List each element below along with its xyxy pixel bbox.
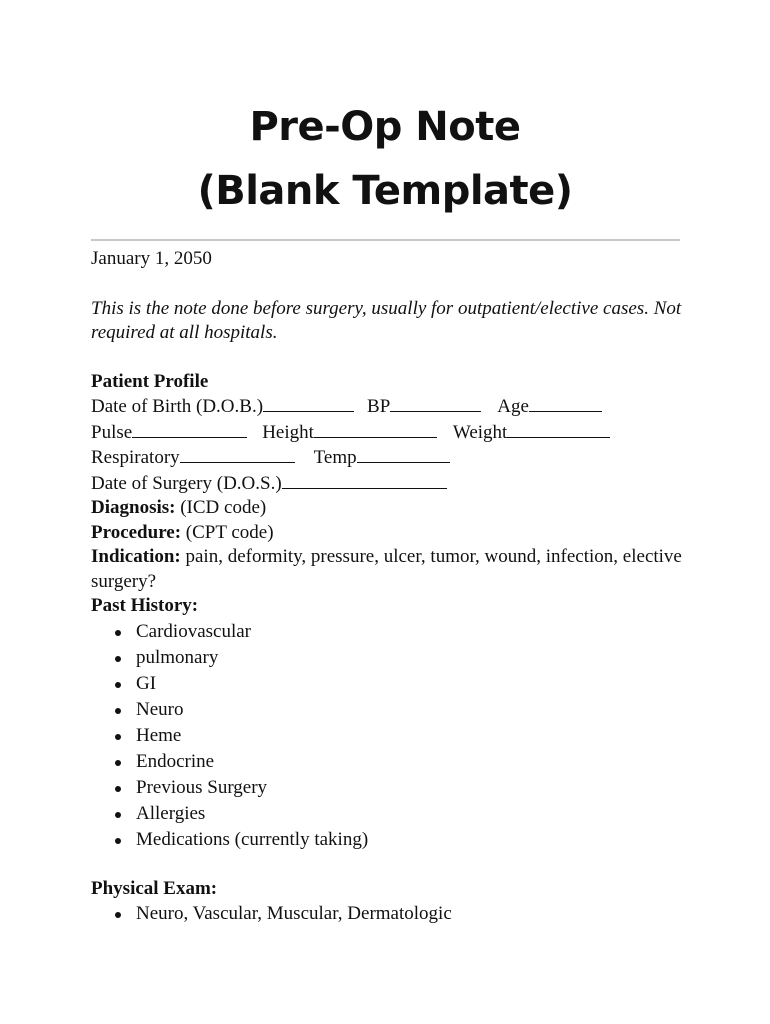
dos-blank[interactable] [282, 471, 447, 489]
procedure-label: Procedure: [91, 521, 182, 543]
dos-label: Date of Surgery (D.O.S.) [91, 472, 282, 494]
past-history-list [91, 619, 691, 853]
height-label: Height [262, 421, 314, 443]
vitals-row-2 [91, 420, 691, 446]
list-item: Allergies [91, 801, 691, 827]
vitals-row-4 [91, 471, 691, 497]
list-item: pulmonary [91, 645, 691, 671]
respiratory-blank[interactable] [180, 445, 295, 463]
age-label: Age [497, 396, 529, 417]
diagnosis-value: (ICD code) [175, 497, 267, 518]
diagnosis-label: Diagnosis: [91, 497, 176, 518]
pulse-blank[interactable] [132, 420, 247, 438]
list-item: Previous Surgery [91, 775, 691, 801]
vitals-row-1 [91, 394, 691, 420]
bp-label: BP [367, 396, 391, 417]
diagnosis-line [91, 496, 691, 521]
height-blank[interactable] [314, 420, 437, 438]
list-item: Heme [91, 723, 691, 749]
document-title-line-2: (Blank Template) [197, 168, 573, 214]
list-item: Cardiovascular [91, 619, 691, 645]
past-history-heading: Past History: [91, 595, 199, 616]
title-divider [91, 239, 680, 241]
list-item: Neuro [91, 697, 691, 723]
procedure-value: (CPT code) [181, 521, 274, 543]
indication-line [91, 545, 691, 594]
physical-exam-list [91, 901, 691, 927]
age-blank[interactable] [529, 394, 602, 412]
pulse-label: Pulse [91, 421, 133, 443]
procedure-line [91, 521, 691, 546]
intro-text: This is the note done before surgery, usually for outpatient/elective cases. Not required at all hospitals. [91, 297, 682, 343]
bp-blank[interactable] [390, 394, 481, 412]
indication-value: pain, deformity, pressure, ulcer, tumor, wound, infection, elective surgery? [91, 546, 682, 592]
temp-blank[interactable] [357, 445, 450, 463]
vitals-row-3 [91, 445, 691, 471]
physical-exam-heading: Physical Exam: [91, 877, 218, 899]
document-body [91, 247, 691, 927]
weight-label: Weight [452, 421, 508, 443]
list-item: Endocrine [91, 749, 691, 775]
document-title-line-1: Pre-Op Note [249, 104, 521, 150]
document-date: January 1, 2050 [91, 248, 212, 269]
patient-profile-heading: Patient Profile [91, 370, 209, 392]
list-item: Medications (currently taking) [91, 827, 691, 853]
dob-label: Date of Birth (D.O.B.) [91, 396, 264, 417]
list-item: Neuro, Vascular, Muscular, Dermatologic [91, 901, 691, 927]
indication-label: Indication: [91, 546, 181, 567]
dob-blank[interactable] [263, 394, 354, 412]
temp-label: Temp [313, 447, 357, 468]
weight-blank[interactable] [507, 420, 610, 438]
respiratory-label: Respiratory [91, 447, 180, 468]
list-item: GI [91, 671, 691, 697]
